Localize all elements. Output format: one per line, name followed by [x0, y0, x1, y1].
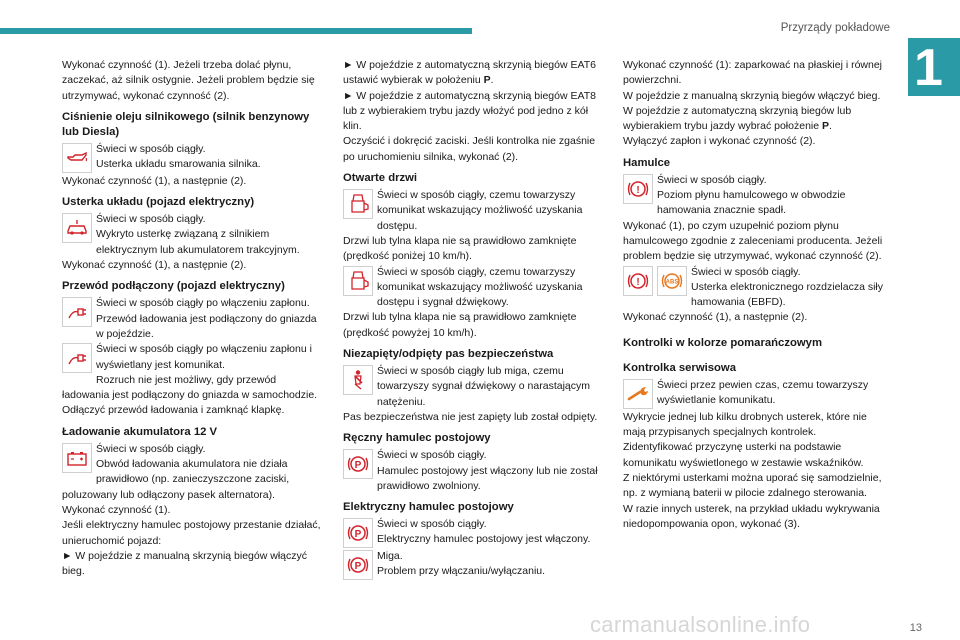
text: Drzwi lub tylna klapa nie są prawidłowo zamknięte (prędkość poniżej 10 km/h). [343, 234, 577, 263]
svg-text:ABS: ABS [665, 279, 679, 286]
heading-seatbelt: Niezapięty/odpięty pas bezpieczeństwa [343, 348, 554, 361]
svg-text:P: P [354, 460, 362, 472]
heading-electric-fault: Usterka układu (pojazd elektryczny) [62, 196, 255, 209]
text: Wykonać czynność (1), a następnie (2). [62, 174, 247, 187]
text: Świeci w sposób ciągły. [691, 265, 801, 278]
text-bold: P [483, 74, 491, 87]
page-number: 13 [909, 622, 922, 634]
paragraph: W pojeździe z automatyczną skrzynią biegów lub wybierakiem trybu jazdy wybrać położenie P. [623, 104, 852, 133]
paragraph: Wykonać czynność (1): zaparkować na płaskiej i równej powierzchni. [623, 59, 883, 87]
heading-parking-brake: Ręczny hamulec postojowy [343, 432, 491, 445]
text: Wykonać czynność (1), a następnie (2). [623, 311, 808, 324]
text: Świeci w sposób ciągły. [96, 142, 206, 155]
plug-icon [62, 297, 92, 327]
text: Z niektórymi usterkami można uporać się samodzielnie, np. z wymianą baterii w pilocie zdalnego sterowania. [623, 471, 882, 500]
text: Świeci w sposób ciągły po włączeniu zapłonu. [96, 297, 310, 310]
text: Świeci w sposób ciągły. [377, 518, 487, 531]
warning-entry [62, 212, 324, 258]
parking-brake-icon [343, 449, 373, 479]
warning-entry [623, 265, 891, 311]
warning-entry [343, 265, 605, 311]
text: Wykrycie jednej lub kilku drobnych usterek, które nie mają przypisanych specjalnych kontrolek. [623, 410, 867, 439]
text: Wykonać czynność (1), a następnie (2). [62, 259, 247, 272]
seatbelt-icon [343, 365, 373, 395]
warning-entry [62, 342, 324, 403]
warning-entry [623, 173, 891, 219]
warning-entry [62, 296, 324, 342]
text: Problem przy włączaniu/wyłączaniu. [377, 565, 546, 578]
text: Zidentyfikować przyczynę usterki na podstawie komunikatu wyświetlonego w zestawie wskaźników. [623, 441, 864, 469]
text: Świeci w sposób ciągły po włączeniu zapłonu i wyświetlany jest komunikat. [96, 343, 312, 371]
heading-orange-lights: Kontrolki w kolorze pomarańczowym [623, 336, 822, 349]
heading-cable-connected: Przewód podłączony (pojazd elektryczny) [62, 280, 285, 293]
watermark: carmanualsonline.info [590, 612, 811, 637]
door-open-icon [343, 266, 373, 296]
heading-electric-parking-brake: Elektryczny hamulec postojowy [343, 501, 514, 514]
text: Wykryto usterkę związaną z silnikiem elektrycznym lub akumulatorem trakcyjnym. [96, 228, 300, 256]
text: Wykonać czynność (1). [62, 503, 171, 516]
text: Świeci w sposób ciągły, czemu towarzyszy komunikat wskazujący możliwość uzyskania dostępu. [377, 189, 583, 232]
text: Poziom płynu hamulcowego w obwodzie hamowania znacznie spadł. [657, 189, 846, 217]
text: Wykonać (1), po czym uzupełnić poziom płynu hamulcowego zgodnie z zaleceniami producenta. Jeżeli problem będzie się utrzymywać, wykonać czynność (2). [623, 219, 883, 263]
text: Drzwi lub tylna klapa nie są prawidłowo zamknięte (prędkość powyżej 10 km/h). [343, 311, 577, 339]
paragraph: ► W pojeździe z automatyczną skrzynią biegów EAT6 ustawić wybierak w położeniu P. [343, 59, 596, 87]
svg-text:P: P [354, 561, 362, 573]
text: Hamulec postojowy jest włączony lub nie został prawidłowo zwolniony. [377, 464, 598, 492]
text: Świeci w sposób ciągły. [377, 449, 487, 462]
paragraph: Wyłączyć zapłon i wykonać czynność (2). [623, 135, 816, 148]
text: Świeci w sposób ciągły. [96, 213, 206, 226]
plug-icon [62, 343, 92, 373]
warning-entry [343, 188, 605, 234]
text-bold: P [822, 120, 830, 133]
warning-entry [343, 549, 605, 581]
column-3 [623, 58, 891, 532]
abs-icon [657, 266, 687, 296]
column-2 [343, 58, 605, 581]
paragraph: ► W pojeździe z automatyczną skrzynią biegów EAT8 lub z wybierakiem trybu jazdy włożyć pod jedno z kół klin. [343, 89, 596, 133]
text: Świeci w sposób ciągły. [96, 442, 206, 455]
heading-service-light: Kontrolka serwisowa [623, 361, 737, 374]
warning-entry [623, 378, 891, 410]
text: Rozruch nie jest możliwy, gdy przewód ładowania jest podłączony do gniazda w samochodzie. [62, 373, 318, 402]
text: W razie innych usterek, na przykład układu wykrywania niedopompowania opon, wykonać (3). [623, 502, 880, 530]
parking-brake-icon [343, 550, 373, 580]
text: ► W pojeździe z automatyczną skrzynią biegów EAT6 ustawić wybierak w położeniu [343, 59, 596, 87]
warning-entry [62, 442, 324, 503]
text: Świeci w sposób ciągły lub miga, czemu towarzyszy sygnał dźwiękowy o narastającym natężeniu. [377, 365, 590, 408]
heading-oil-pressure: Ciśnienie oleju silnikowego (silnik benzynowy lub Diesla) [62, 110, 310, 138]
heading-brakes: Hamulce [623, 156, 671, 169]
door-open-icon [343, 189, 373, 219]
header-bar [0, 28, 472, 34]
text: Elektryczny hamulec postojowy jest włączony. [377, 533, 591, 546]
text: Usterka elektronicznego rozdzielacza siły hamowania (EBFD). [691, 280, 883, 309]
text: Miga. [377, 550, 403, 563]
text: Pas bezpieczeństwa nie jest zapięty lub został odpięty. [343, 410, 598, 423]
svg-text:!: ! [636, 184, 640, 196]
heading-battery-charging: Ładowanie akumulatora 12 V [62, 425, 218, 438]
warning-entry [62, 142, 324, 174]
svg-text:!: ! [636, 276, 640, 288]
text: Usterka układu smarowania silnika. [96, 158, 261, 171]
parking-brake-icon [343, 518, 373, 548]
text: Jeśli elektryczny hamulec postojowy przestanie działać, unieruchomić pojazd: [62, 519, 321, 547]
text: ► W pojeździe z manualną skrzynią biegów włączyć bieg. [62, 549, 307, 578]
paragraph: W pojeździe z manualną skrzynią biegów włączyć bieg. [623, 89, 881, 102]
section-title: Przyrządy pokładowe [780, 22, 890, 34]
paragraph: Oczyścić i dokręcić zaciski. Jeśli kontrolka nie zgaśnie po uruchomieniu silnika, wykonać (2). [343, 135, 596, 163]
warning-entry [343, 448, 605, 494]
wrench-icon [623, 379, 653, 409]
brake-warning-icon [623, 266, 653, 296]
warning-entry [343, 517, 605, 549]
text: Przewód ładowania jest podłączony do gniazda w pojeździe. [96, 312, 317, 340]
brake-warning-icon [623, 174, 653, 204]
text: W pojeździe z automatyczną skrzynią biegów lub wybierakiem trybu jazdy wybrać położenie [623, 104, 852, 133]
column-1 [62, 58, 324, 579]
oil-pressure-icon [62, 143, 92, 173]
battery-icon [62, 443, 92, 473]
chapter-number: 1 [914, 39, 943, 97]
paragraph: Wykonać czynność (1). Jeżeli trzeba dolać płynu, zaczekać, aż silnik ostygnie. Jeżeli problem będzie się utrzymywać, wykonać czynność (2). [62, 59, 315, 102]
text: Świeci w sposób ciągły, czemu towarzyszy komunikat wskazujący możliwość uzyskania dostępu i sygnał dźwiękowy. [377, 265, 583, 309]
chapter-tab [908, 38, 960, 96]
warning-entry [343, 364, 605, 410]
car-fault-icon [62, 213, 92, 243]
text: Świeci w sposób ciągły. [657, 173, 767, 186]
text: Świeci przez pewien czas, czemu towarzyszy wyświetlanie komunikatu. [657, 378, 869, 407]
svg-text:P: P [354, 529, 362, 541]
text: Odłączyć przewód ładowania i zamknąć klapkę. [62, 404, 285, 417]
text: Obwód ładowania akumulatora nie działa prawidłowo (np. zanieczyszczone zaciski, poluzowany lub odłączony pasek alternatora). [62, 458, 290, 501]
heading-open-doors: Otwarte drzwi [343, 172, 418, 185]
